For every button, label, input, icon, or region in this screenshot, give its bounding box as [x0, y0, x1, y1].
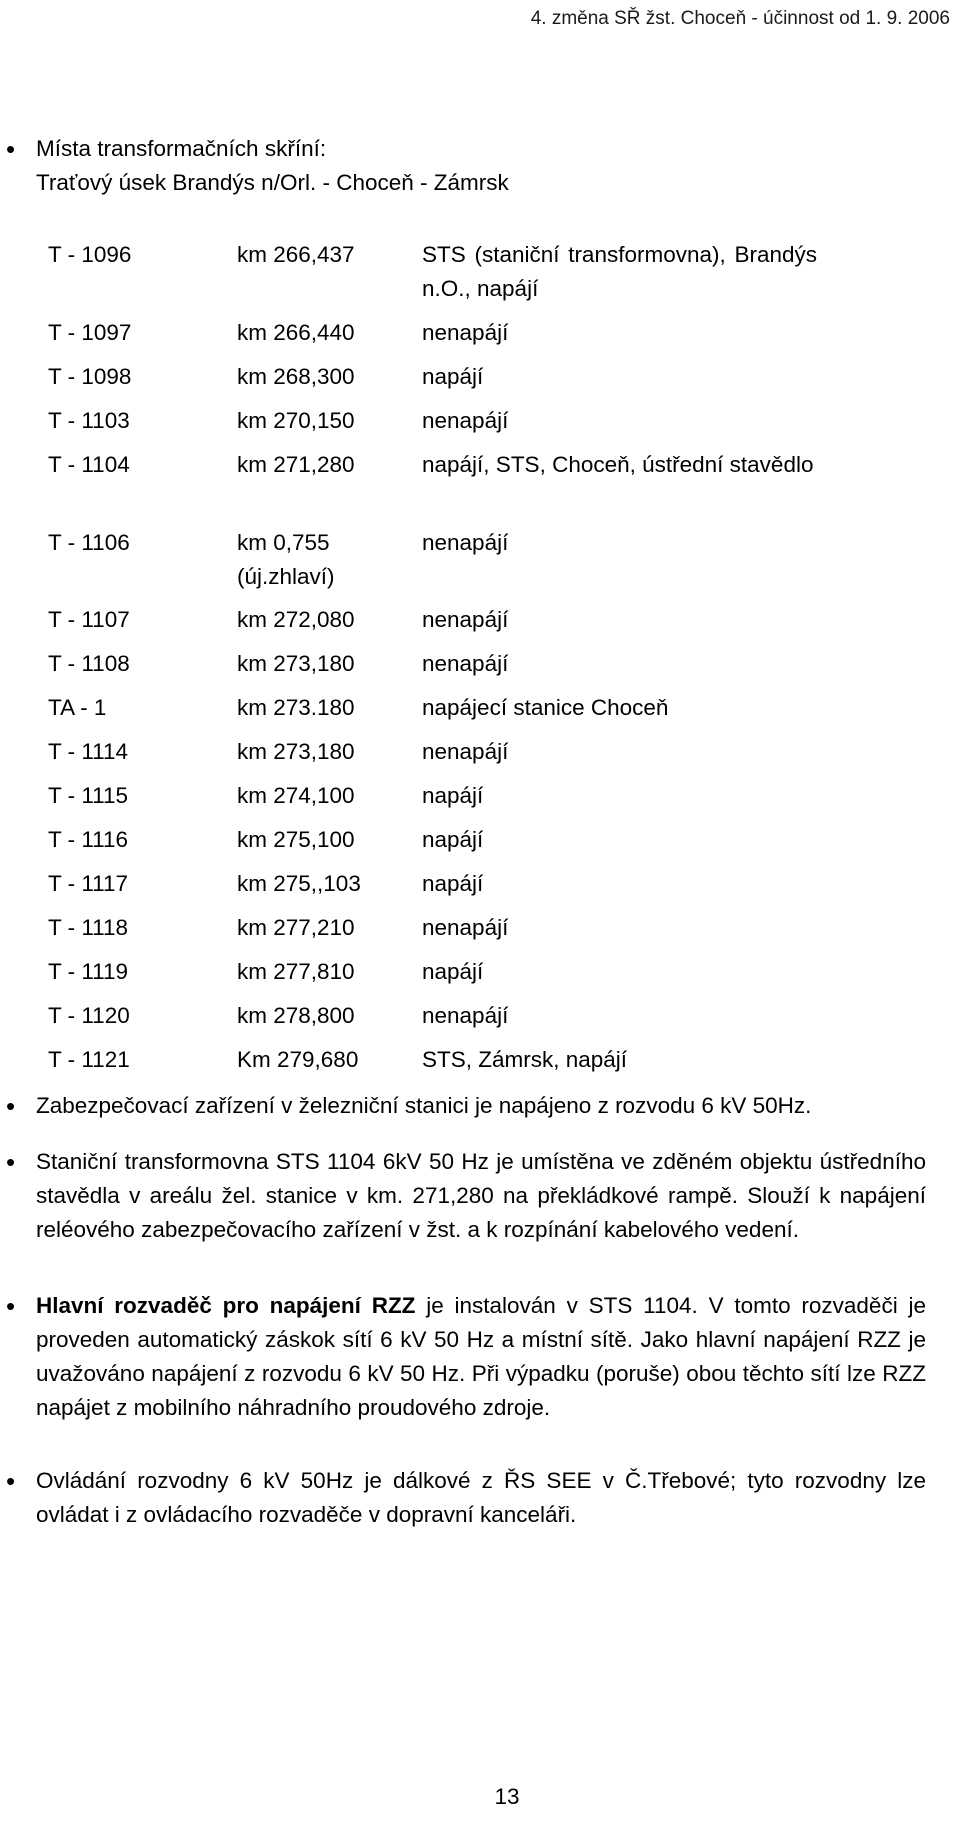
row-km: km 0,755 (új.zhlaví) — [237, 530, 335, 589]
intro-line-1: Místa transformačních skříní: — [36, 136, 327, 161]
row-km: km 274,100 — [237, 783, 355, 808]
row-status: nenapájí — [422, 320, 509, 345]
row-id: T - 1114 — [48, 739, 129, 764]
row-km: km 277,210 — [237, 915, 355, 940]
paragraph-3-bold: Hlavní rozvaděč pro napájení RZZ — [36, 1293, 416, 1318]
row-status: napájí — [422, 364, 484, 389]
row-km: km 275,100 — [237, 827, 355, 852]
row-id: T - 1120 — [48, 1003, 130, 1028]
paragraph-1-text: Zabezpečovací zařízení v železniční stanici je napájeno z rozvodu 6 kV 50Hz. — [36, 1093, 812, 1118]
row-status: nenapájí — [422, 651, 509, 676]
row-id: T - 1116 — [48, 827, 129, 852]
row-status: nenapájí — [422, 530, 509, 555]
row-status: napájí — [422, 959, 484, 984]
row-id: T - 1107 — [48, 607, 130, 632]
paragraph-2-text: Staniční transformovna STS 1104 6kV 50 Hz je umístěna ve zděném objektu ústředního stavědla v areálu žel. stanice v km. 271,280 na překládkové rampě. Slouží k napájení reléového zabezpečovacího zařízení v žst. a k rozpínání kabelového vedení. — [36, 1149, 926, 1242]
row-id: T - 1106 — [48, 530, 130, 555]
row-km: km 275,,103 — [237, 871, 361, 896]
row-status: napájí — [422, 871, 484, 896]
row-id: TA - 1 — [48, 695, 107, 720]
row-id: T - 1096 — [48, 242, 132, 267]
row-status: STS, Zámrsk, napájí — [422, 1047, 628, 1072]
row-km: km 273,180 — [237, 739, 355, 764]
row-id: T - 1115 — [48, 783, 129, 808]
bullet-icon: • — [6, 1147, 16, 1177]
row-status: napájí, STS, Choceň, ústřední stavědlo — [422, 452, 814, 477]
row-km: km 266,440 — [237, 320, 355, 345]
bullet-icon: • — [6, 1091, 16, 1121]
row-status: nenapájí — [422, 607, 509, 632]
row-km: km 277,810 — [237, 959, 355, 984]
row-status: nenapájí — [422, 739, 509, 764]
row-km: km 273.180 — [237, 695, 355, 720]
paragraph-4-text: Ovládání rozvodny 6 kV 50Hz je dálkové z ŘS SEE v Č.Třebové; tyto rozvodny lze ovládat i z ovládacího rozvaděče v dopravní kanceláři. — [36, 1468, 926, 1527]
row-km: km 278,800 — [237, 1003, 355, 1028]
bullet-icon: • — [6, 1291, 16, 1321]
row-km: km 271,280 — [237, 452, 355, 477]
row-id: T - 1103 — [48, 408, 130, 433]
row-status: STS (staniční transformovna), Brandýs n.O., napájí — [422, 242, 817, 301]
bullet-icon: • — [6, 134, 16, 164]
bullet-icon: • — [6, 1466, 16, 1496]
row-id: T - 1119 — [48, 959, 129, 984]
row-id: T - 1108 — [48, 651, 130, 676]
row-km: km 270,150 — [237, 408, 355, 433]
row-id: T - 1104 — [48, 452, 130, 477]
row-id: T - 1118 — [48, 915, 129, 940]
row-status: nenapájí — [422, 408, 509, 433]
row-id: T - 1097 — [48, 320, 132, 345]
page-number: 13 — [494, 1784, 520, 1809]
row-km: km 273,180 — [237, 651, 355, 676]
row-id: T - 1098 — [48, 364, 132, 389]
table-row — [0, 238, 960, 308]
row-status: nenapájí — [422, 915, 509, 940]
row-status: nenapájí — [422, 1003, 509, 1028]
row-status: napájí — [422, 827, 484, 852]
table-row — [0, 526, 960, 596]
row-km: Km 279,680 — [237, 1047, 359, 1072]
intro-line-2: Traťový úsek Brandýs n/Orl. - Choceň - Zámrsk — [36, 170, 509, 195]
row-status: napájí — [422, 783, 484, 808]
page-header: 4. změna SŘ žst. Choceň - účinnost od 1. 9. 2006 — [530, 8, 950, 29]
row-id: T - 1121 — [48, 1047, 130, 1072]
table-row — [0, 448, 960, 518]
row-km: km 272,080 — [237, 607, 355, 632]
row-km: km 268,300 — [237, 364, 355, 389]
row-id: T - 1117 — [48, 871, 129, 896]
row-status: napájecí stanice Choceň — [422, 695, 669, 720]
paragraph-3-rest: je instalován v STS 1104. V tomto rozvaděči je proveden automatický záskok sítí 6 kV 50 Hz a místní sítě. Jako hlavní napájení RZZ je uvažováno napájení z rozvodu 6 kV 50 Hz. Při výpadku (poruše) obou těchto sítí lze RZZ napájet z mobilního náhradního proudového zdroje. — [36, 1293, 926, 1420]
paragraph-3-text — [36, 1289, 926, 1425]
intro-text — [36, 132, 509, 200]
row-km: km 266,437 — [237, 242, 355, 267]
